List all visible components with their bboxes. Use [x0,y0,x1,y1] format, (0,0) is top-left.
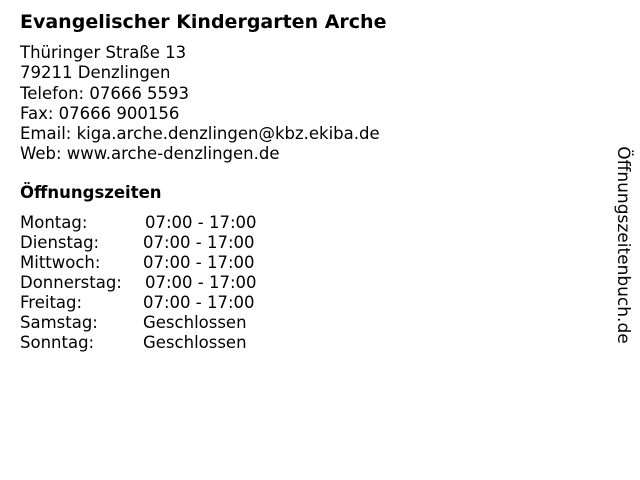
opening-hours-heading: Öffnungszeiten [20,183,162,202]
business-name: Evangelischer Kindergarten Arche [20,11,387,33]
phone-number: Telefon: 07666 5593 [20,83,190,103]
postal-city: 79211 Denzlingen [20,63,171,83]
day-label: Mittwoch: [20,253,101,272]
time-value: 07:00 - 17:00 [143,233,255,252]
street-address: Thüringer Straße 13 [20,43,187,62]
time-value: 07:00 - 17:00 [145,273,257,292]
fax-number: Fax: 07666 900156 [20,103,180,123]
day-label: Samstag: [20,313,98,332]
contact-details [20,43,380,165]
time-value: 07:00 - 17:00 [145,213,257,232]
day-label: Freitag: [20,293,83,312]
email-address: Email: kiga.arche.denzlingen@kbz.ekiba.de [20,124,380,144]
time-value: Geschlossen [143,313,247,332]
day-label: Montag: [20,213,88,232]
day-label: Dienstag: [20,233,100,252]
day-label: Sonntag: [20,333,95,352]
time-value: 07:00 - 17:00 [143,293,255,312]
day-label: Donnerstag: [20,273,122,292]
time-value: Geschlossen [143,333,247,352]
time-value: 07:00 - 17:00 [143,253,255,272]
site-watermark-label: Öffnungszeitenbuch.de [613,146,633,344]
website-address: Web: www.arche-denzlingen.de [20,144,280,164]
